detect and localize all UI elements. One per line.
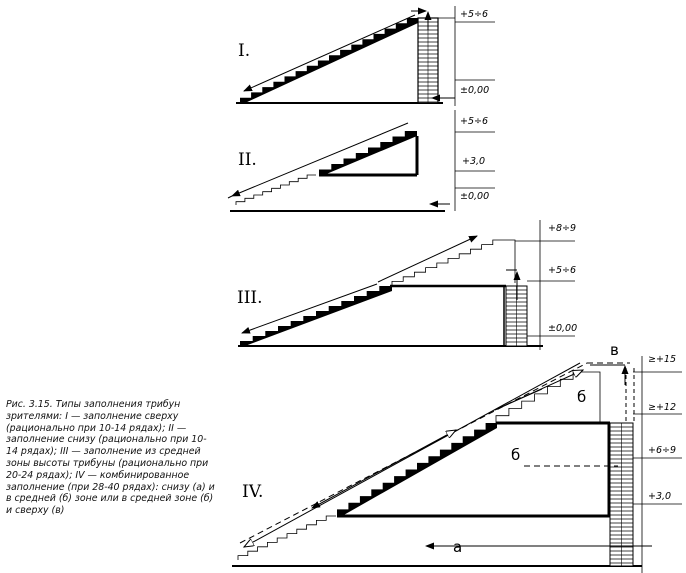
fill-direction-arrow-1 <box>244 15 415 91</box>
stand-profile-middle-4 <box>337 423 497 516</box>
stand-profile-1 <box>240 18 418 103</box>
figure-3 <box>237 220 577 350</box>
level-label: +5÷6 <box>548 265 577 276</box>
fill-direction-arrow-3b <box>378 236 477 282</box>
stand-profile-outline-2 <box>236 175 316 205</box>
level-label: +5÷6 <box>460 116 489 127</box>
level-label: +3,0 <box>462 156 486 167</box>
level-label: +5÷6 <box>460 9 489 20</box>
level-label: ±0,00 <box>460 191 490 202</box>
roman-numeral-4: IV. <box>242 482 264 502</box>
figure-4 <box>232 341 682 573</box>
zone-label-middle-top: б <box>577 388 587 406</box>
level-label: ±0,00 <box>460 85 490 96</box>
fill-direction-arrow-2 <box>232 123 408 196</box>
figure-caption: Рис. 3.15. Типы заполнения трибун зрителями: I — заполнение сверху (рационально при 10-14 рядах); II — заполнение снизу (рационально при 10-14 рядах); III — заполнение из средней зоны высоты трибуны (рационально при 20-24 рядах); IV — комбинированное заполнение (при 28-40 рядах): снизу (а) и в средней (б) зоне или в средней зоне (б) и сверху (в) <box>6 399 215 517</box>
level-label: ≥+12 <box>648 402 677 413</box>
roman-numeral-1: I. <box>238 41 251 61</box>
figure-1 <box>236 6 495 106</box>
stand-profile-lower-3 <box>240 286 392 346</box>
level-label: +3,0 <box>648 491 672 502</box>
zone-label-lower: а <box>453 538 463 556</box>
stand-profile-upper-2 <box>319 131 417 175</box>
fill-direction-arrow-4a <box>244 363 580 547</box>
roman-numeral-3: III. <box>237 288 263 308</box>
zone-label-middle: б <box>511 446 521 464</box>
level-label: +8÷9 <box>548 223 577 234</box>
level-label: ≥+15 <box>648 354 677 365</box>
fill-direction-arrow-4b <box>312 469 384 508</box>
zone-label-upper: в <box>610 341 619 359</box>
roman-numeral-2: II. <box>238 150 257 170</box>
figure-2 <box>228 110 495 211</box>
level-label: ±0,00 <box>548 323 578 334</box>
level-label: +6÷9 <box>648 445 677 456</box>
